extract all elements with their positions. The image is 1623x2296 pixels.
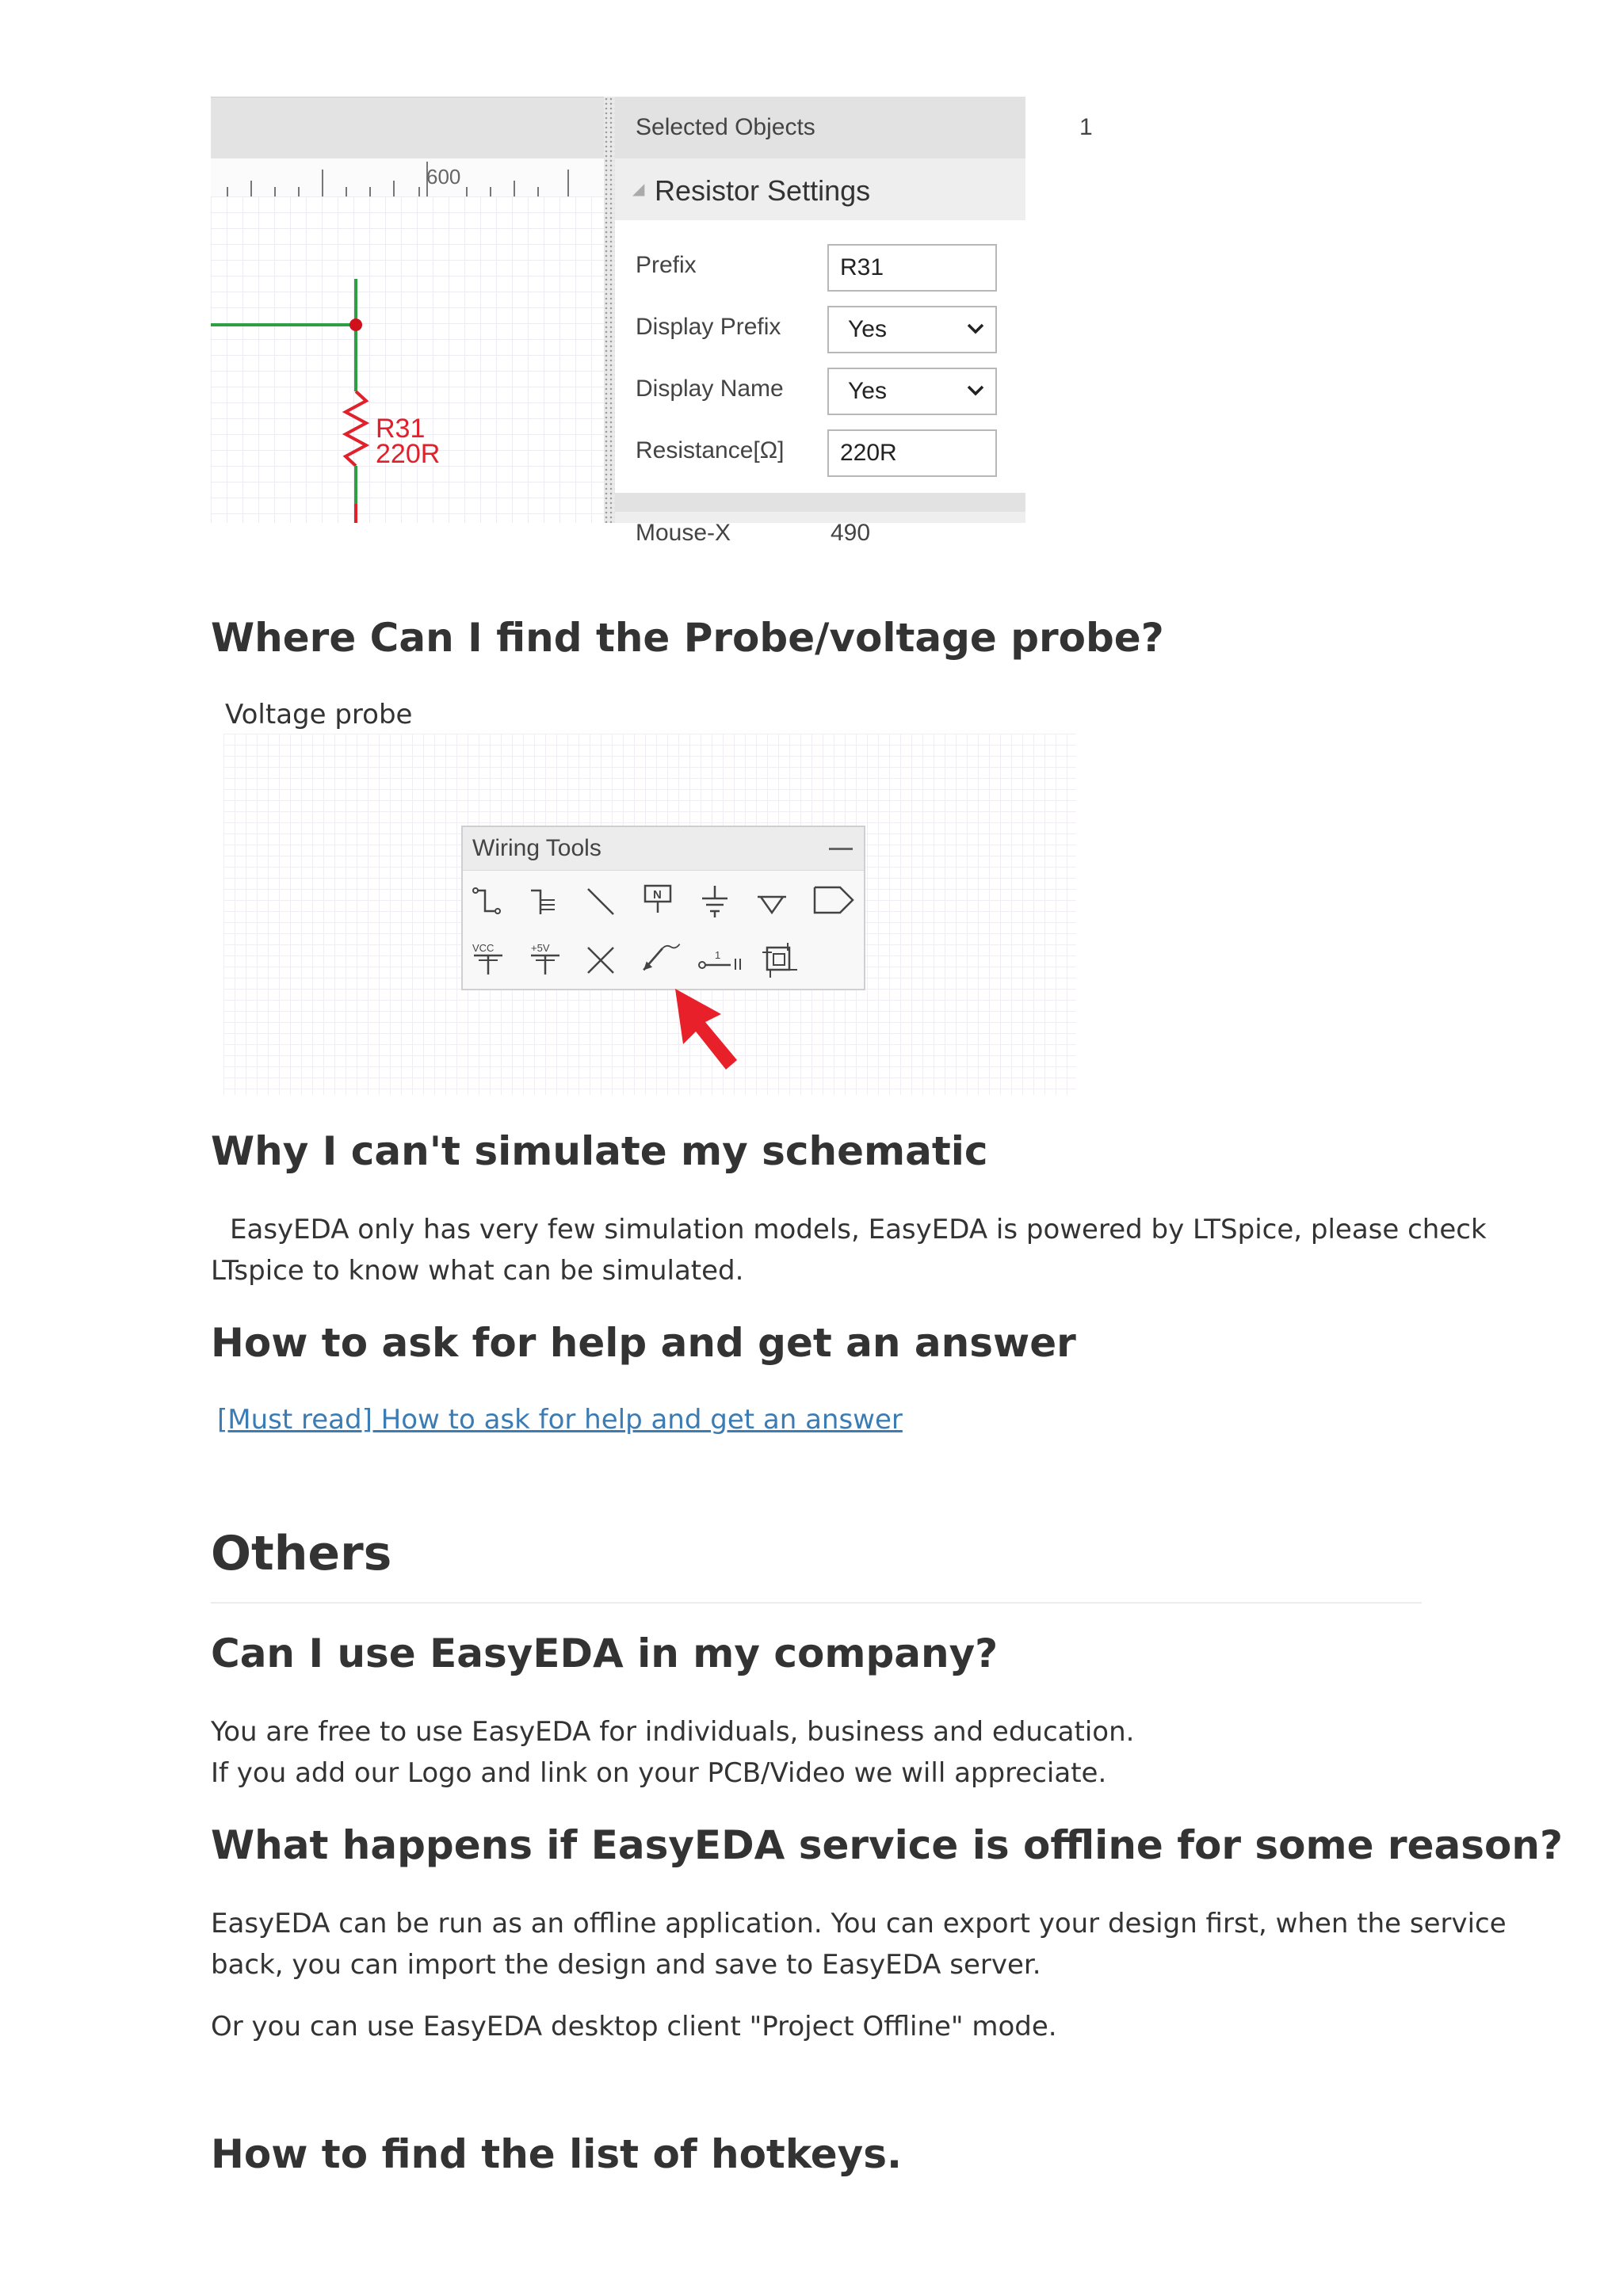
help-heading: How to ask for help and get an answer (211, 1320, 1076, 1366)
wiring-tools-header (463, 827, 864, 871)
chevron-down-icon (965, 318, 986, 339)
simulate-heading: Why I can't simulate my schematic (211, 1128, 988, 1174)
resistor-settings-header[interactable] (615, 158, 1025, 220)
bus-tool-icon[interactable] (528, 886, 559, 917)
company-line-1: You are free to use EasyEDA for individuals, business and education. (211, 1716, 1135, 1748)
resistor-prefix-text: R31 (376, 414, 426, 444)
prefix-input[interactable]: R31 (827, 244, 997, 292)
resistor-schematic (211, 196, 604, 523)
bus-entry-tool-icon[interactable] (585, 886, 617, 917)
display-prefix-label: Display Prefix (636, 314, 781, 340)
properties-panel (615, 97, 1093, 546)
svg-text:N: N (653, 888, 662, 902)
mouse-x-value: 490 (831, 520, 871, 546)
minimize-icon[interactable] (829, 848, 853, 850)
display-prefix-select[interactable] (827, 306, 997, 353)
company-line-2: If you add our Logo and link on your PCB/Video we will appreciate. (211, 1757, 1107, 1789)
display-name-label: Display Name (636, 376, 784, 402)
ruler-label: 600 (426, 165, 461, 189)
selected-objects-label: Selected Objects (636, 114, 815, 140)
resistor-symbol (346, 391, 366, 466)
others-heading: Others (211, 1526, 392, 1581)
panel-splitter[interactable] (604, 97, 615, 523)
must-read-link[interactable]: [Must read] How to ask for help and get an answer (217, 1404, 903, 1436)
simulate-line-2: LTspice to know what can be simulated. (211, 1255, 744, 1287)
horizontal-ruler (211, 158, 604, 197)
wiring-tools-screenshot (223, 734, 1076, 1095)
wiring-tools-panel (461, 826, 865, 990)
wiring-tools-title: Wiring Tools (472, 835, 601, 861)
svg-text:+5V: +5V (531, 942, 550, 954)
wire-tool-icon[interactable] (471, 886, 502, 917)
offline-line-2: back, you can import the design and save to EasyEDA server. (211, 1949, 1041, 1981)
netflag-tool-icon[interactable] (642, 883, 674, 914)
section-title: Resistor Settings (655, 174, 871, 207)
plus5v-tool-icon[interactable] (528, 943, 566, 974)
ground-tool-icon[interactable] (699, 886, 731, 917)
schematic-grid (211, 196, 604, 523)
offline-line-1: EasyEDA can be run as an offline application. You can export your design first, when the service (211, 1908, 1507, 1939)
display-prefix-value: Yes (848, 316, 887, 342)
chevron-down-icon (965, 380, 986, 401)
svg-text:1: 1 (715, 949, 721, 961)
company-heading: Can I use EasyEDA in my company? (211, 1630, 999, 1676)
mouse-x-row (615, 512, 1025, 546)
prefix-label: Prefix (636, 252, 697, 278)
hotkeys-heading: How to find the list of hotkeys. (211, 2131, 902, 2177)
vcc-tool-icon[interactable] (471, 943, 509, 974)
collapse-triangle-icon[interactable]: ◢ (632, 181, 645, 198)
display-name-select[interactable] (827, 368, 997, 415)
offline-heading: What happens if EasyEDA service is offline for some reason? (211, 1822, 1563, 1868)
junction-dot (349, 318, 362, 331)
group-tool-icon[interactable] (761, 941, 799, 979)
voltage-probe-tool-icon[interactable] (639, 941, 683, 973)
canvas-toolbar-area (211, 97, 604, 159)
panel-divider (615, 493, 1025, 512)
probe-caption: Voltage probe (225, 699, 413, 730)
offline-line-3: Or you can use EasyEDA desktop client "Project Offline" mode. (211, 2011, 1057, 2042)
probe-heading: Where Can I find the Probe/voltage probe? (211, 615, 1164, 661)
analog-ground-tool-icon[interactable] (756, 886, 788, 917)
selected-objects-count: 1 (1079, 114, 1093, 140)
resistor-value-text: 220R (376, 439, 441, 469)
simulate-line-1: EasyEDA only has very few simulation models, EasyEDA is powered by LTSpice, please check (230, 1214, 1487, 1245)
pointer-arrow-icon (674, 987, 745, 1074)
resistance-label: Resistance[Ω] (636, 437, 785, 463)
svg-text:VCC: VCC (472, 942, 495, 954)
pin-tool-icon[interactable] (697, 944, 745, 976)
resistor-settings-screenshot (211, 73, 1093, 546)
display-name-value: Yes (848, 378, 887, 404)
no-connect-tool-icon[interactable] (585, 944, 617, 976)
net-port-tool-icon[interactable] (812, 884, 856, 916)
resistance-input[interactable]: 220R (827, 429, 997, 477)
section-divider (211, 1602, 1422, 1604)
mouse-x-label: Mouse-X (636, 520, 731, 546)
selected-objects-row (615, 97, 1093, 158)
